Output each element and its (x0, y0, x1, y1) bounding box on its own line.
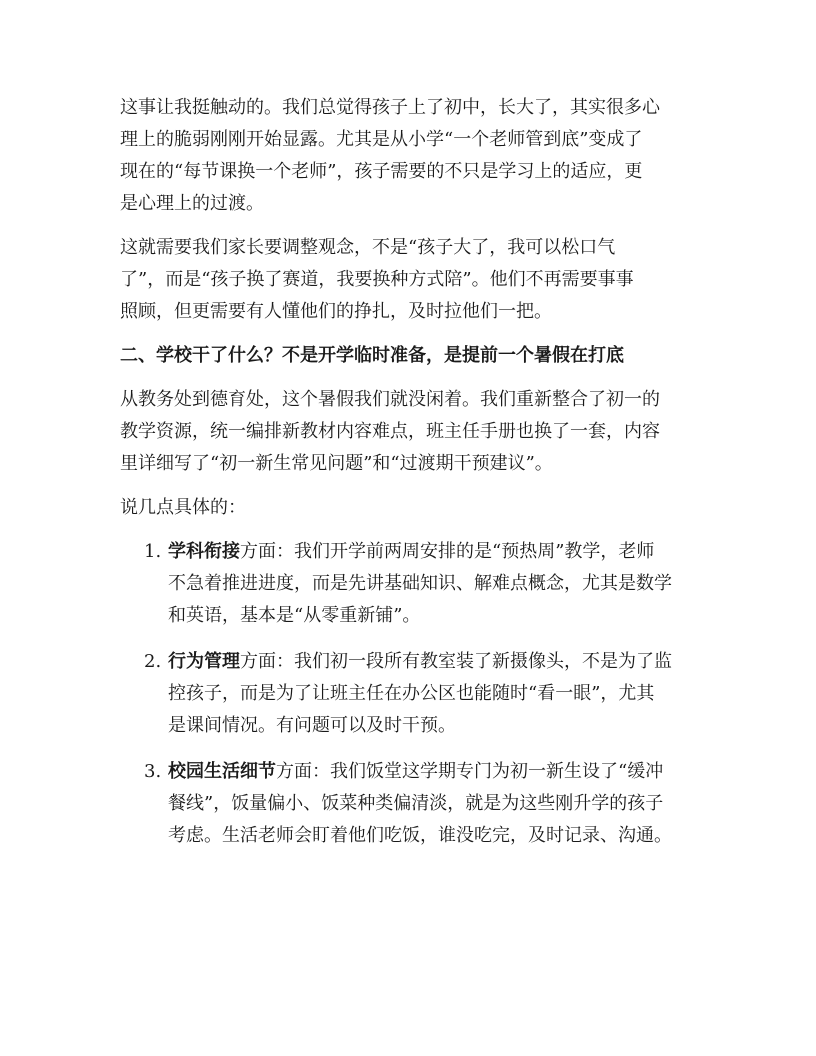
list-item (120, 756, 700, 852)
list-text: 方面：我们初一段所有教室装了新摄像头，不是为了监 (240, 651, 672, 672)
text-line: 是心理上的过渡。 (120, 193, 264, 214)
text-line: 现在的“每节课换一个老师”，孩子需要的不只是学习上的适应，更 (120, 161, 643, 182)
text-line: 里详细写了“初一新生常见问题”和“过渡期干预建议”。 (120, 453, 553, 474)
list-term: 学科衔接 (168, 541, 240, 562)
text-line: 这就需要我们家长要调整观念，不是“孩子大了，我可以松口气 (120, 237, 616, 258)
text-line: 不急着推进进度，而是先讲基础知识、解难点概念，尤其是数学 (168, 573, 672, 594)
list-number: 3. (144, 761, 162, 782)
text-line: 是课间情况。有问题可以及时干预。 (168, 715, 456, 736)
text-line: 从教务处到德育处，这个暑假我们就没闲着。我们重新整合了初一的 (120, 389, 660, 410)
paragraph-2 (120, 232, 700, 328)
text-line: 教学资源，统一编排新教材内容难点，班主任手册也换了一套，内容 (120, 421, 660, 442)
text-line: 和英语，基本是“从零重新铺”。 (168, 605, 421, 626)
text-line: 餐线”，饭量偏小、饭菜种类偏清淡，就是为这些刚升学的孩子 (168, 793, 664, 814)
list-text: 方面：我们饭堂这学期专门为初一新生设了“缓冲 (276, 761, 664, 782)
list-item (120, 536, 700, 632)
text-line: 照顾，但更需要有人懂他们的挣扎，及时拉他们一把。 (120, 301, 552, 322)
list-number: 2. (144, 651, 162, 672)
list-term: 校园生活细节 (168, 761, 276, 782)
text-line: 考虑。生活老师会盯着他们吃饭，谁没吃完，及时记录、沟通。 (168, 825, 672, 846)
list-text: 方面：我们开学前两周安排的是“预热周”教学，老师 (240, 541, 655, 562)
text-line (168, 756, 700, 788)
list-number: 1. (144, 541, 162, 562)
text-line: 了”，而是“孩子换了赛道，我要换种方式陪”。他们不再需要事事 (120, 269, 634, 290)
document-page (120, 92, 700, 866)
text-line: 控孩子，而是为了让班主任在办公区也能随时“看一眼”，尤其 (168, 683, 655, 704)
text-line (168, 646, 700, 678)
paragraph-3 (120, 384, 700, 480)
paragraph-4 (120, 492, 700, 524)
text-line: 说几点具体的： (120, 497, 246, 518)
list-term: 行为管理 (168, 651, 240, 672)
section-heading: 二、学校干了什么？不是开学临时准备，是提前一个暑假在打底 (120, 345, 624, 366)
text-line (168, 536, 700, 568)
list-item (120, 646, 700, 742)
text-line: 这事让我挺触动的。我们总觉得孩子上了初中，长大了，其实很多心 (120, 97, 660, 118)
numbered-list (120, 536, 700, 852)
text-line: 理上的脆弱刚刚开始显露。尤其是从小学“一个老师管到底”变成了 (120, 129, 643, 150)
paragraph-1 (120, 92, 700, 220)
